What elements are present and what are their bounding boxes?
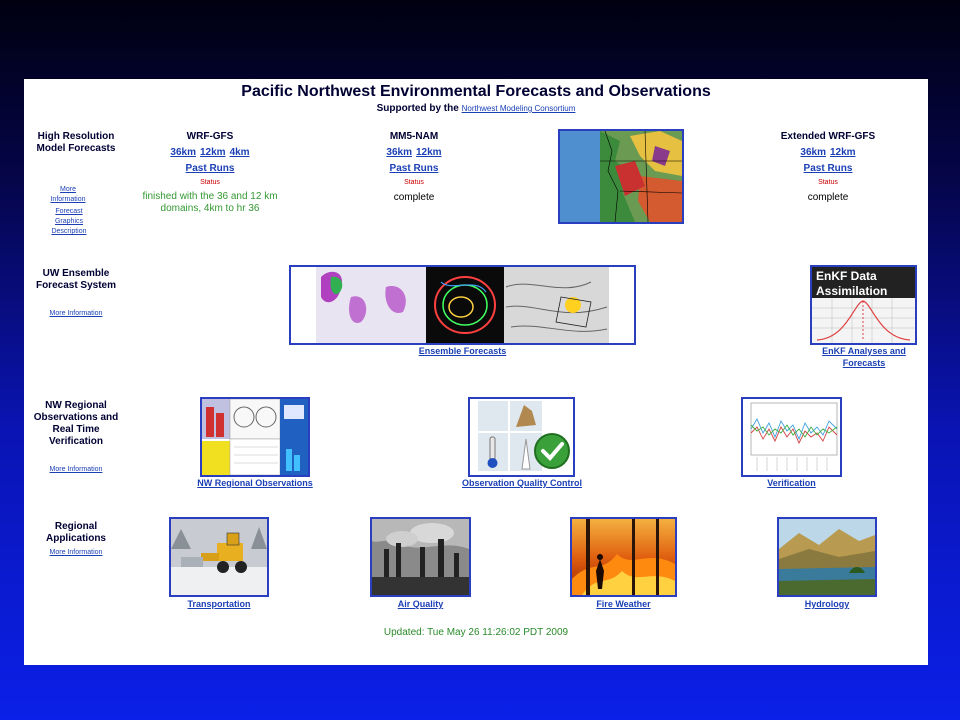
row-label-observations: NW Regional Observations and Real Time Verification [33,400,119,447]
river-canyon-photo [779,519,875,595]
main-page [24,79,928,665]
fire-weather-image[interactable] [570,517,677,597]
mm5-nam-status: complete [393,192,435,203]
observations-more-info-link[interactable]: More Information [49,466,103,473]
nw-regional-observations-image[interactable] [200,397,310,477]
ext-wrf-gfs-resolutions [764,147,892,158]
consortium-link[interactable]: Northwest Modeling Consortium [461,104,576,113]
snowplow-photo [171,519,267,595]
mm5-nam-title: MM5-NAM [389,131,439,142]
air-quality-image[interactable] [370,517,471,597]
high-res-more-info-link[interactable]: More Information [50,186,86,203]
hydrology-link[interactable]: Hydrology [804,599,850,609]
observations-dashboard-graphic [202,399,308,475]
enkf-image-title: EnKF Data Assimilation [812,267,915,298]
row-label-ensemble: UW Ensemble Forecast System [35,268,117,291]
fire-weather-link[interactable]: Fire Weather [596,599,651,609]
enkf-analyses-forecasts-link[interactable]: EnKF Analyses and Forecasts [822,346,906,368]
ensemble-forecasts-image[interactable] [289,265,636,345]
mm5-nam-12km-link[interactable]: 12km [416,147,442,158]
ext-wrf-gfs-36km-link[interactable]: 36km [800,147,826,158]
mm5-nam-36km-link[interactable]: 36km [386,147,412,158]
page-subtitle [24,103,928,114]
forecast-graphics-description-link[interactable]: Forecast Graphics Description [51,208,87,235]
wrf-gfs-4km-link[interactable]: 4km [229,147,250,158]
wrf-gfs-status-label: Status [200,179,220,186]
smokestacks-photo [372,519,469,595]
wrf-gfs-title: WRF-GFS [186,131,234,142]
mm5-nam-past-runs-link[interactable]: Past Runs [389,163,439,174]
transportation-link[interactable]: Transportation [187,599,251,609]
ensemble-forecasts-link[interactable]: Ensemble Forecasts [418,346,507,356]
row-label-high-res: High Resolution Model Forecasts [36,131,116,154]
last-updated-timestamp: Updated: Tue May 26 11:26:02 PDT 2009 [383,627,569,638]
ext-wrf-gfs-past-runs [764,163,892,174]
air-quality-link[interactable]: Air Quality [397,599,444,609]
transportation-image[interactable] [169,517,269,597]
nw-regional-observations-link[interactable]: NW Regional Observations [197,478,313,488]
verification-chart-graphic [743,399,840,475]
ensemble-graphic [291,267,634,343]
map-graphic [560,131,682,222]
ext-wrf-gfs-title: Extended WRF-GFS [780,131,876,142]
mm5-nam-resolutions [354,147,474,158]
verification-image[interactable] [741,397,842,477]
ext-wrf-gfs-past-runs-link[interactable]: Past Runs [803,163,853,174]
enkf-data-assimilation-image[interactable] [810,265,917,345]
mm5-nam-status-label: Status [404,179,424,186]
subtitle-prefix: Supported by the [376,103,459,114]
observation-quality-control-image[interactable] [468,397,575,477]
observation-quality-control-link[interactable]: Observation Quality Control [461,478,582,488]
wrf-gfs-36km-link[interactable]: 36km [170,147,196,158]
applications-more-info-link[interactable]: More Information [49,549,103,556]
wrf-gfs-status: finished with the 36 and 12 km domains, 4km to hr 36 [142,191,278,214]
ensemble-more-info-link[interactable]: More Information [49,310,103,317]
wrf-gfs-resolutions [150,147,270,158]
enkf-bell-curve [812,298,915,343]
wrf-gfs-past-runs [150,163,270,174]
page-title: Pacific Northwest Environmental Forecasts and Observations [241,83,711,100]
verification-link[interactable]: Verification [767,478,816,488]
wrf-gfs-12km-link[interactable]: 12km [199,147,226,158]
wrf-gfs-past-runs-link[interactable]: Past Runs [185,163,235,174]
qc-graphic [470,399,573,475]
mm5-nam-past-runs [354,163,474,174]
ext-wrf-gfs-status-label: Status [818,179,838,186]
ext-wrf-gfs-12km-link[interactable]: 12km [830,147,856,158]
model-forecast-map-image[interactable] [558,129,684,224]
ext-wrf-gfs-status: complete [807,192,849,203]
hydrology-image[interactable] [777,517,877,597]
row-label-applications: Regional Applications [45,521,106,544]
wildfire-photo [572,519,675,595]
